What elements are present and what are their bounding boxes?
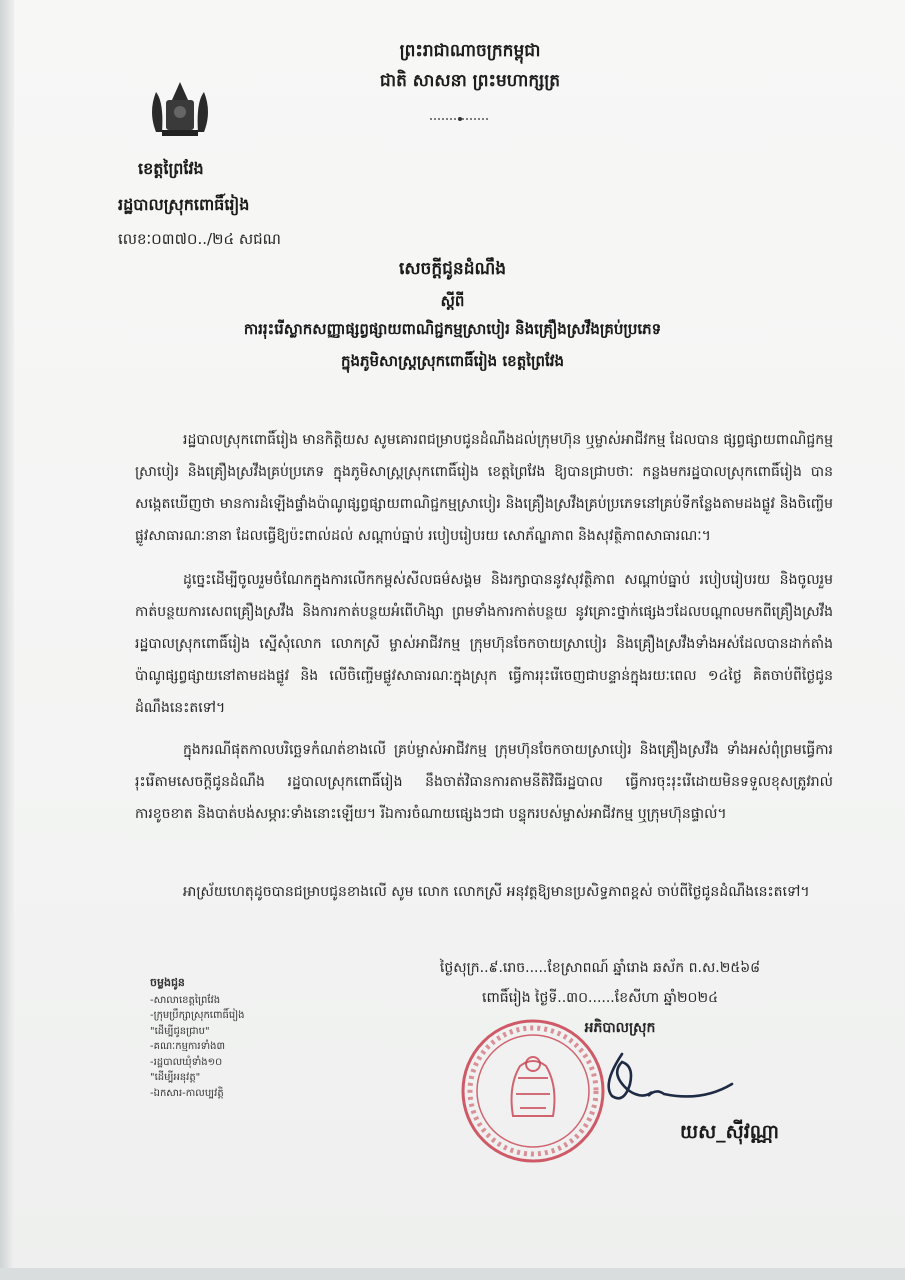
divider-ornament xyxy=(430,116,490,122)
solar-date: ពោធិ៍រៀង ថ្ងៃទី..៣០......ខែសីហា ឆ្នាំ២០២៤ xyxy=(482,990,718,1006)
kingdom-header xyxy=(330,36,610,96)
province-name: ខេត្តព្រៃវែង xyxy=(138,159,204,178)
lunar-date: ថ្ងៃសុក្រ..៩.រោច.....ខែស្រាពណ៍ ឆ្នាំរោង ឆស័ក ព.ស.២៥៦៨ xyxy=(439,960,761,976)
body-paragraph-1: រដ្ឋបាលស្រុកពោធិ៍រៀង មានកិត្តិយស សូមគោរពជម្រាបជូនដំណឹងដល់ក្រុមហ៊ុន ឬម្ចាស់អាជីវកម្ម ដែលបាន ផ្សព្វផ្សាយពាណិជ្ជកម្មស្រាបៀរ និងគ្រឿងស្រវឹងគ្រប់ប្រភេទ ក្នុងភូមិសាស្ត្រស្រុកពោធិ៍រៀង ខេត្តព្រៃវែង ឱ្យបានជ្រាបថាៈ កន្លងមករដ្ឋបាលស្រុកពោធិ៍រៀង បានសង្កេតឃើញថា មានការដំឡើងផ្ទាំងប៉ាណូផ្សព្វផ្សាយពាណិជ្ជកម្មស្រាបៀរ និងគ្រឿងស្រវឹងគ្រប់ប្រភេទនៅគ្រប់ទីកន្លែងតាមដងផ្លូវ និងចិញ្ចើមផ្លូវសាធារណៈនានា ដែលធ្វើឱ្យប៉ះពាល់ដល់ សណ្តាប់ធ្នាប់ របៀបរៀបរយ សោភ័ណ្ឌភាព និងសុវត្ថិភាពសាធារណៈ។ xyxy=(135,432,833,544)
copy-to-title: ចម្លងជូន xyxy=(150,976,185,989)
body-paragraph-2: ដូច្នេះដើម្បីចូលរួមចំណែកក្នុងការលើកកម្ពស់សីលធម៌សង្គម និងរក្សាបាននូវសុវត្ថិភាព សណ្តាប់ធ្នាប់ របៀបរៀបរយ និងចូលរួមកាត់បន្ថយការសេពគ្រឿងស្រវឹង និងការកាត់បន្ថយអំពើហិង្សា ព្រមទាំងការកាត់បន្ថយ នូវគ្រោះថ្នាក់ផ្សេងៗដែលបណ្តាលមកពីគ្រឿងស្រវឹង រដ្ឋបាលស្រុកពោធិ៍រៀង ស្នើសុំលោក លោកស្រី ម្ចាស់អាជីវកម្ម ក្រុមហ៊ុនចែកចាយស្រាបៀរ និងគ្រឿងស្រវឹងទាំងអស់ដែលបានដាក់តាំងប៉ាណូផ្សព្វផ្សាយនៅតាមដងផ្លូវ និង លើចិញ្ចើមផ្លូវសាធារណៈក្នុងស្រុក ធ្វើការរុះរើចេញជាបន្ទាន់ក្នុងរយៈពេល ១៤ថ្ងៃ គិតចាប់ពីថ្ងៃជូនដំណឹងនេះតទៅ។ xyxy=(135,572,833,716)
handwritten-signature xyxy=(582,1044,742,1106)
copy-to-item: -ឯកសារ-កាលប្បវត្តិ xyxy=(150,1087,224,1099)
signer-name: យស_ស៊ីវណ្ណា xyxy=(680,1121,780,1143)
signer-title: អភិបាលស្រុក xyxy=(584,1020,656,1036)
ministry-emblem-icon xyxy=(142,78,218,142)
copy-to-item: -ក្រុមប្រឹក្សាស្រុកពោធិ៍រៀង xyxy=(150,1010,245,1021)
copy-to-item: "ដើម្បីអនុវត្ត" xyxy=(150,1072,201,1083)
copy-to-item: -រដ្ឋបាលឃុំទាំង១០ xyxy=(150,1056,223,1068)
notice-title: សេចក្តីជូនដំណឹង xyxy=(398,259,507,279)
reference-number: លេខៈ០៣៧០../២៤ សជណ xyxy=(118,230,281,248)
scan-edge-bottom xyxy=(0,1268,905,1280)
copy-to-list xyxy=(150,975,290,1101)
body-paragraph-4: អាស្រ័យហេតុដូចបានជម្រាបជូនខាងលើ សូម លោក លោកស្រី អនុវត្តឱ្យមានប្រសិទ្ធភាពខ្ពស់ ចាប់ពីថ្ងៃជូនដំណឹងនេះតទៅ។ xyxy=(183,884,810,900)
district-administration: រដ្ឋបាលស្រុកពោធិ៍រៀង xyxy=(118,195,250,214)
scan-edge-left xyxy=(0,0,14,1280)
copy-to-item: -គណៈកម្មការទាំង៣ xyxy=(150,1041,226,1052)
copy-to-item: -សាលាខេត្តព្រៃវែង xyxy=(150,994,221,1006)
kingdom-title: ព្រះរាជាណាចក្រកម្ពុជា xyxy=(399,41,541,61)
notice-subject-label: ស្តីពី xyxy=(440,292,465,310)
copy-to-item: "ដើម្បីជូនជ្រាប" xyxy=(150,1025,210,1037)
notice-subject-location: ក្នុងភូមិសាស្ត្រស្រុកពោធិ៍រៀង ខេត្តព្រៃវែង xyxy=(340,352,565,370)
notice-subject: ការរុះរើស្លាកសញ្ញាផ្សព្វផ្សាយពាណិជ្ជកម្មស្រាបៀរ និងគ្រឿងស្រវឹងគ្រប់ប្រភេទ xyxy=(243,320,662,338)
national-motto: ជាតិ សាសនា ព្រះមហាក្សត្រ xyxy=(379,71,561,91)
body-paragraph-3: ក្នុងករណីផុតកាលបរិច្ឆេទកំណត់ខាងលើ គ្រប់ម្ចាស់អាជីវកម្ម ក្រុមហ៊ុនចែកចាយស្រាបៀរ និងគ្រឿងស្រវឹង ទាំងអស់ពុំព្រមធ្វើការរុះរើតាមសេចក្តីជូនដំណឹង រដ្ឋបាលស្រុកពោធិ៍រៀង នឹងចាត់វិធានការតាមនីតិវិធីរដ្ឋបាល ធ្វើការចុះរុះរើដោយមិនទទួលខុសត្រូវរាល់ការខូចខាត និងបាត់បង់សម្ភារៈទាំងនោះឡើយ។ រីឯការចំណាយផ្សេងៗជា បន្ទុករបស់ម្ចាស់អាជីវកម្ម ឬក្រុមហ៊ុនផ្ទាល់។ xyxy=(135,742,833,822)
